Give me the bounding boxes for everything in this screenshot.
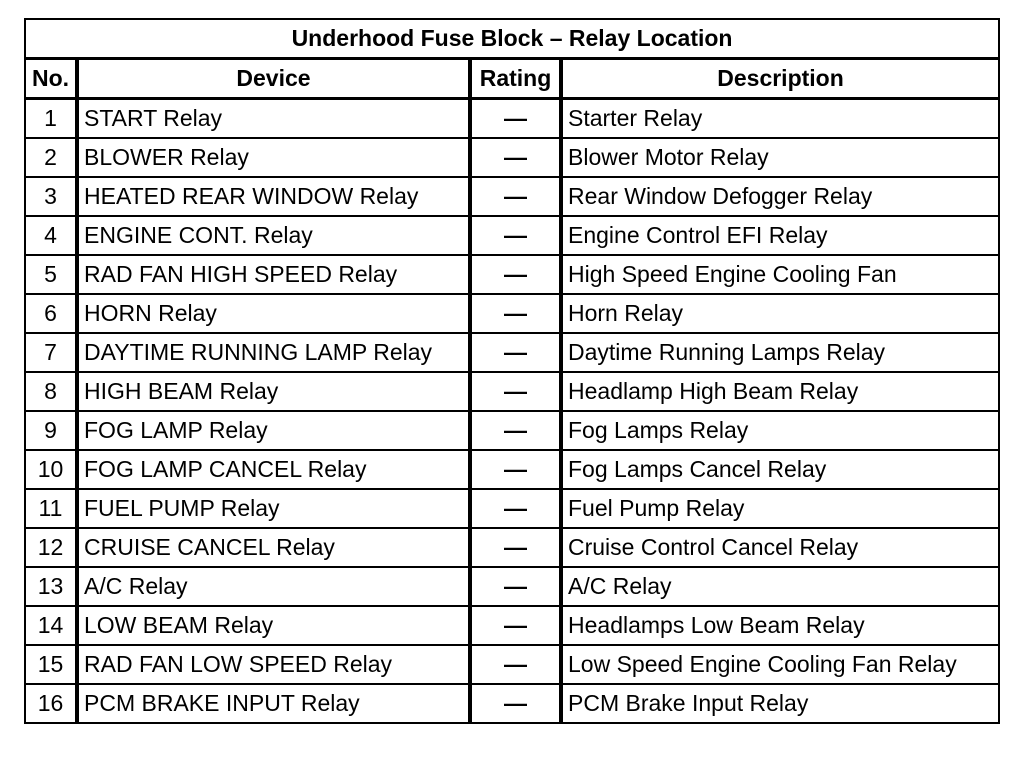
table-body: [25, 99, 999, 724]
cell-no: 6: [25, 294, 77, 333]
table-row: [25, 99, 999, 139]
cell-device: A/C Relay: [77, 567, 470, 606]
table-row: [25, 372, 999, 411]
cell-description: Fog Lamps Relay: [561, 411, 999, 450]
cell-description: Blower Motor Relay: [561, 138, 999, 177]
table-row: [25, 528, 999, 567]
table-row: [25, 645, 999, 684]
cell-description: Cruise Control Cancel Relay: [561, 528, 999, 567]
cell-description: A/C Relay: [561, 567, 999, 606]
cell-rating: —: [470, 138, 561, 177]
cell-rating: —: [470, 528, 561, 567]
cell-rating: —: [470, 294, 561, 333]
table-row: [25, 450, 999, 489]
cell-no: 15: [25, 645, 77, 684]
cell-device: FOG LAMP Relay: [77, 411, 470, 450]
cell-description: Starter Relay: [561, 99, 999, 139]
cell-rating: —: [470, 567, 561, 606]
cell-description: Daytime Running Lamps Relay: [561, 333, 999, 372]
cell-device: LOW BEAM Relay: [77, 606, 470, 645]
cell-no: 9: [25, 411, 77, 450]
cell-rating: —: [470, 606, 561, 645]
table-title: Underhood Fuse Block – Relay Location: [25, 19, 999, 59]
cell-rating: —: [470, 645, 561, 684]
table-title-row: [25, 19, 999, 59]
cell-no: 1: [25, 99, 77, 139]
relay-location-table-container: [24, 18, 998, 724]
cell-description: Fog Lamps Cancel Relay: [561, 450, 999, 489]
table-row: [25, 684, 999, 723]
table-row: [25, 567, 999, 606]
cell-description: Horn Relay: [561, 294, 999, 333]
cell-device: RAD FAN HIGH SPEED Relay: [77, 255, 470, 294]
cell-no: 2: [25, 138, 77, 177]
cell-no: 16: [25, 684, 77, 723]
cell-description: Headlamps Low Beam Relay: [561, 606, 999, 645]
cell-description: High Speed Engine Cooling Fan: [561, 255, 999, 294]
header-no: No.: [25, 59, 77, 99]
cell-no: 13: [25, 567, 77, 606]
cell-device: RAD FAN LOW SPEED Relay: [77, 645, 470, 684]
table-row: [25, 411, 999, 450]
cell-rating: —: [470, 684, 561, 723]
cell-rating: —: [470, 333, 561, 372]
cell-no: 8: [25, 372, 77, 411]
table-row: [25, 333, 999, 372]
cell-rating: —: [470, 450, 561, 489]
cell-description: Fuel Pump Relay: [561, 489, 999, 528]
cell-no: 11: [25, 489, 77, 528]
table-row: [25, 255, 999, 294]
header-rating: Rating: [470, 59, 561, 99]
cell-device: HORN Relay: [77, 294, 470, 333]
cell-device: DAYTIME RUNNING LAMP Relay: [77, 333, 470, 372]
cell-no: 4: [25, 216, 77, 255]
cell-no: 5: [25, 255, 77, 294]
table-row: [25, 138, 999, 177]
cell-rating: —: [470, 99, 561, 139]
cell-device: PCM BRAKE INPUT Relay: [77, 684, 470, 723]
cell-no: 3: [25, 177, 77, 216]
cell-rating: —: [470, 255, 561, 294]
table-header-row: [25, 59, 999, 99]
cell-rating: —: [470, 372, 561, 411]
cell-description: PCM Brake Input Relay: [561, 684, 999, 723]
table-row: [25, 216, 999, 255]
cell-description: Engine Control EFI Relay: [561, 216, 999, 255]
cell-no: 7: [25, 333, 77, 372]
header-device: Device: [77, 59, 470, 99]
cell-rating: —: [470, 216, 561, 255]
cell-device: HIGH BEAM Relay: [77, 372, 470, 411]
cell-rating: —: [470, 411, 561, 450]
cell-device: HEATED REAR WINDOW Relay: [77, 177, 470, 216]
cell-device: FUEL PUMP Relay: [77, 489, 470, 528]
cell-device: FOG LAMP CANCEL Relay: [77, 450, 470, 489]
table-row: [25, 177, 999, 216]
cell-device: START Relay: [77, 99, 470, 139]
cell-no: 10: [25, 450, 77, 489]
table-row: [25, 489, 999, 528]
cell-device: BLOWER Relay: [77, 138, 470, 177]
cell-device: CRUISE CANCEL Relay: [77, 528, 470, 567]
header-description: Description: [561, 59, 999, 99]
cell-rating: —: [470, 489, 561, 528]
table-row: [25, 606, 999, 645]
table-row: [25, 294, 999, 333]
cell-device: ENGINE CONT. Relay: [77, 216, 470, 255]
cell-description: Low Speed Engine Cooling Fan Relay: [561, 645, 999, 684]
cell-rating: —: [470, 177, 561, 216]
relay-location-table: [24, 18, 1000, 724]
cell-no: 12: [25, 528, 77, 567]
cell-description: Headlamp High Beam Relay: [561, 372, 999, 411]
cell-description: Rear Window Defogger Relay: [561, 177, 999, 216]
cell-no: 14: [25, 606, 77, 645]
